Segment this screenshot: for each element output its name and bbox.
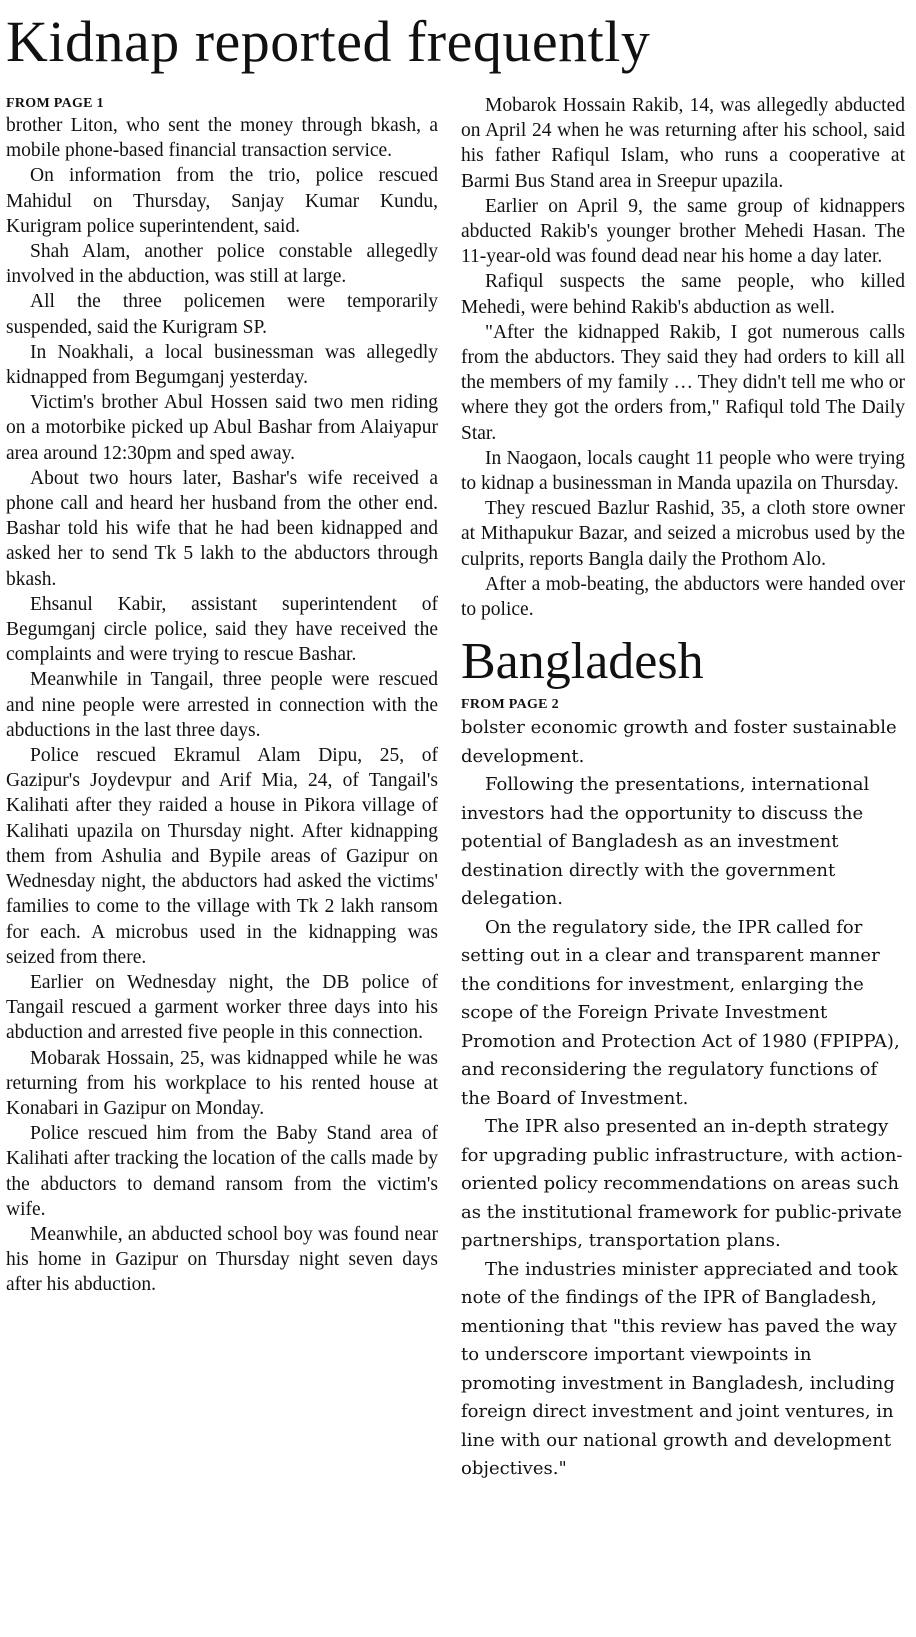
paragraph: Mobarok Hossain Rakib, 14, was allegedly abducted on April 24 when he was returning after his school, said his father Rafiqul Islam, who runs a cooperative at Barmi Bus Stand area in Sreepur upazila. bbox=[461, 95, 905, 192]
jump-from-label: FROM PAGE 1 bbox=[6, 96, 104, 111]
paragraph: The industries minister appreciated and took note of the findings of the IPR of Bangladesh, mentioning that "this review has paved the way to underscore important viewpoints in promoting investment in Bangladesh, including foreign direct investment and joint ventures, in line with our national growth and development objectives." bbox=[461, 1258, 898, 1480]
paragraph: bolster economic growth and foster sustainable development. bbox=[461, 717, 897, 767]
paragraph: On the regulatory side, the IPR called for setting out in a clear and transparent manner the conditions for investment, enlarging the scope of the Foreign Private Investment Promotion and Protection Act of 1980 (FPIPPA), and reconsidering the regulatory functions of the Board of Investment. bbox=[461, 916, 900, 1109]
paragraph: "After the kidnapped Rakib, I got numerous calls from the abductors. They said they had orders to kill all the members of my family … They didn't tell me who or where they got the orders from," Rafiqul told The Daily Star. bbox=[461, 321, 905, 444]
paragraph: Shah Alam, another police constable allegedly involved in the abduction, was still at large. bbox=[6, 241, 438, 288]
paragraph: Victim's brother Abul Hossen said two men riding on a motorbike picked up Abul Bashar from Alaiyapur area around 12:30pm and sped away. bbox=[6, 392, 438, 464]
paragraph: After a mob-beating, the abductors were handed over to police. bbox=[461, 573, 905, 621]
paragraph: brother Liton, who sent the money through bkash, a mobile phone-based financial transaction service. bbox=[6, 115, 438, 162]
paragraph: In Naogaon, locals caught 11 people who were trying to kidnap a businessman in Manda upazila on Thursday. bbox=[461, 447, 905, 495]
paragraph: Meanwhile in Tangail, three people were rescued and nine people were arrested in connection with the abductions in the last three days. bbox=[6, 669, 438, 741]
paragraph: Rafiqul suspects the same people, who killed Mehedi, were behind Rakib's abduction as well. bbox=[461, 271, 905, 318]
paragraph: Earlier on April 9, the same group of kidnappers abducted Rakib's younger brother Mehedi Hasan. The 11-year-old was found dead near his home a day later. bbox=[461, 195, 905, 268]
article-headline: Kidnap reported frequently bbox=[6, 9, 651, 74]
paragraph: Following the presentations, international investors had the opportunity to discuss the potential of Bangladesh as an investment destination directly with the government delegation. bbox=[461, 774, 870, 910]
paragraph: On information from the trio, police rescued Mahidul on Thursday, Sanjay Kumar Kundu, Kurigram police superintendent, said. bbox=[6, 165, 438, 237]
paragraph: Mobarak Hossain, 25, was kidnapped while he was returning from his workplace to his rented house at Konabari in Gazipur on Monday. bbox=[6, 1047, 438, 1119]
paragraph: About two hours later, Bashar's wife received a phone call and heard her husband from the other end. Bashar told his wife that he had been kidnapped and asked her to send Tk 5 lakh to the abductors through bkash. bbox=[6, 467, 438, 590]
second-article-headline: Bangladesh bbox=[461, 633, 704, 691]
paragraph: The IPR also presented an in-depth strategy for upgrading public infrastructure, with action-oriented policy recommendations on areas such as the institutional framework for public-private partnerships, transportation plans. bbox=[461, 1116, 903, 1252]
left-column bbox=[6, 93, 438, 1298]
paragraph: Police rescued him from the Baby Stand area of Kalihati after tracking the location of the calls made by the abductors to demand ransom from the victim's wife. bbox=[6, 1123, 438, 1220]
right-column bbox=[461, 93, 905, 1484]
paragraph: Police rescued Ekramul Alam Dipu, 25, of Gazipur's Joydevpur and Arif Mia, 24, of Tangail's Kalihati after they raided a house in Pikora village of Kalihati upazila on Thursday night. After kidnapping them from Ashulia and Bypile areas of Gazipur on Wednesday night, the abductors had asked the victims' families to come to the village with Tk 2 lakh ransom for each. A microbus used in the kidnapping was seized from there. bbox=[6, 745, 438, 968]
article2-body bbox=[461, 714, 905, 1484]
paragraph: They rescued Bazlur Rashid, 35, a cloth store owner at Mithapukur Bazar, and seized a microbus used by the culprits, reports Bangla daily the Prothom Alo. bbox=[461, 498, 905, 570]
jump-from-label: FROM PAGE 2 bbox=[461, 697, 559, 713]
article1-continuation bbox=[461, 93, 905, 622]
paragraph: Meanwhile, an abducted school boy was found near his home in Gazipur on Thursday night seven days after his abduction. bbox=[6, 1223, 438, 1296]
paragraph: In Noakhali, a local businessman was allegedly kidnapped from Begumganj yesterday. bbox=[6, 341, 438, 389]
paragraph: Earlier on Wednesday night, the DB police of Tangail rescued a garment worker three days into his abduction and arrested five people in this connection. bbox=[6, 971, 438, 1044]
paragraph: All the three policemen were temporarily suspended, said the Kurigram SP. bbox=[6, 291, 438, 338]
paragraph: Ehsanul Kabir, assistant superintendent of Begumganj circle police, said they have received the complaints and were trying to rescue Bashar. bbox=[6, 593, 438, 666]
